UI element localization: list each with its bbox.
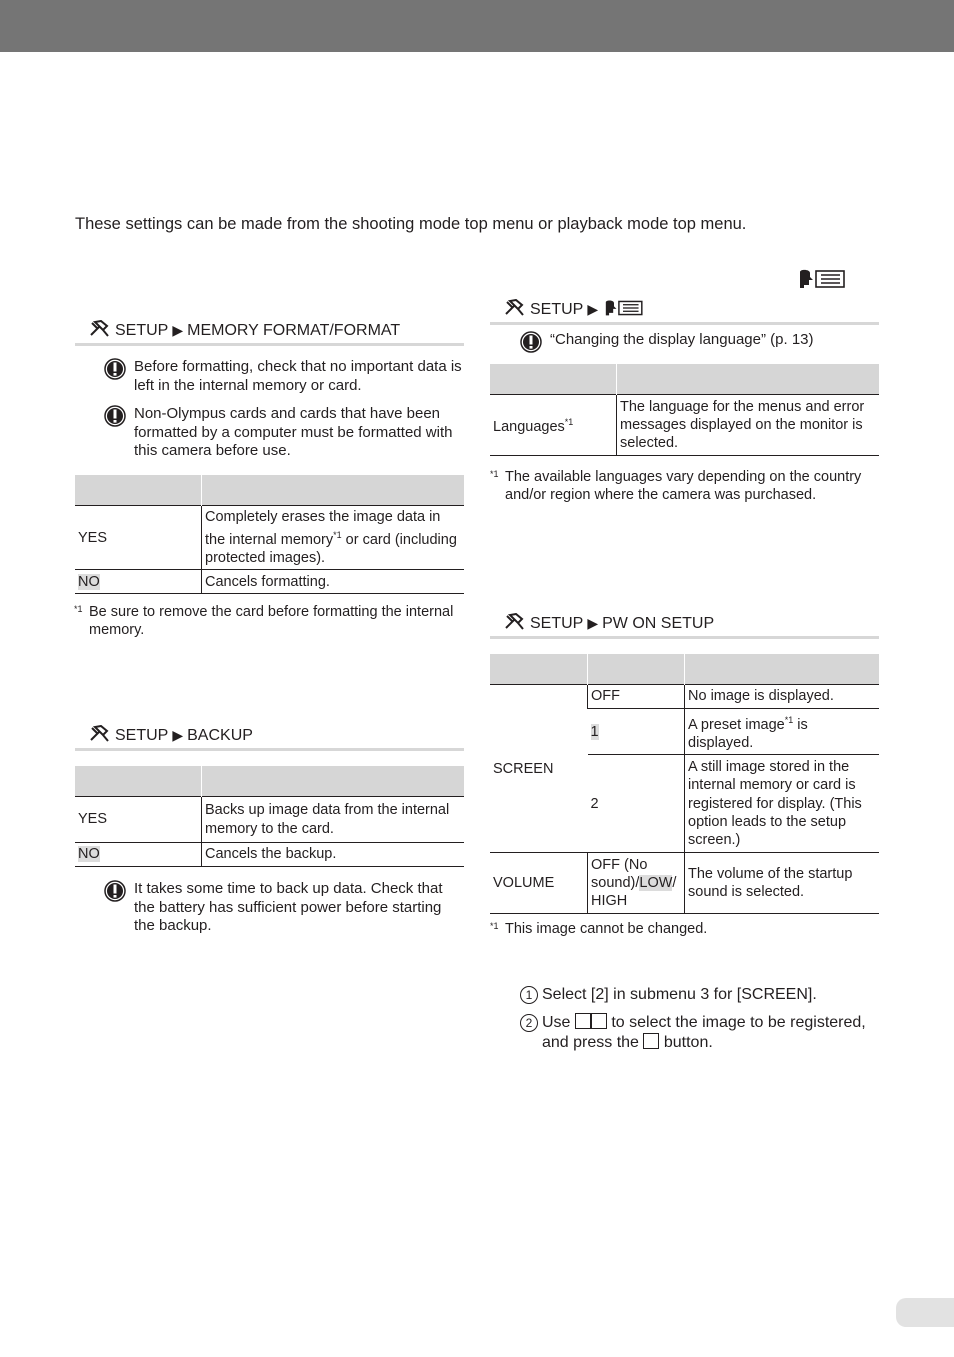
language-heading: SETUP ▶ [490,299,879,321]
table-row: Languages$^{*1}$ The language for the menus and error messages displayed on the monitor is selected. [490,395,879,456]
language-icon [796,268,846,290]
table-row: NO Cancels formatting. [75,570,464,594]
backup-title: BACKUP [187,727,253,744]
backup-heading: SETUP ▶ BACKUP [75,725,464,747]
table-row: SCREEN OFF No image is displayed. [490,685,879,709]
step-2: 2 Use to select the image to be registered, and press the button. [520,1013,880,1053]
format-title: MEMORY FORMAT/FORMAT [187,322,401,339]
table-row: VOLUME OFF (No sound)/LOW/ HIGH The volume of the startup sound is selected. [490,853,879,914]
setup-tool-icon [504,299,526,320]
arrow-right-icon: ▶ [172,322,184,338]
backup-note: It takes some time to back up data. Check that the battery has sufficient power before starting the backup. [104,880,466,936]
setup-tool-icon [89,725,111,746]
caution-icon [104,880,126,902]
arrow-right-icon: ▶ [587,301,599,317]
backup-table [75,766,464,867]
intro-text: These settings can be made from the shooting mode top menu or playback mode top menu. [75,215,747,233]
step-1: 1 Select [2] in submenu 3 for [SCREEN]. [520,985,880,1005]
setup-tool-icon [504,613,526,634]
table-row: NO Cancels the backup. [75,843,464,867]
arrow-right-icon: ▶ [172,727,184,743]
language-footnote: *1 The available languages vary depending on the country and/or region where the camera was purchased. [490,469,862,504]
pwon-table [490,654,879,914]
ok-func-button-icon [643,1033,659,1049]
pwon-title: PW ON SETUP [602,615,715,632]
caution-icon [520,331,542,353]
format-table [75,475,464,594]
format-footnote: *1 Be sure to remove the card before formatting the internal memory. [74,604,454,639]
step-number: 1 [520,986,538,1004]
caution-icon [104,405,126,427]
arrow-right-icon: ▶ [587,615,599,631]
format-note-2: Non-Olympus cards and cards that have been formatted by a computer must be formatted with this camera before use. [104,405,466,461]
table-row: YES Completely erases the image data in the internal memory$^{*1}$ or card (including protected images). [75,506,464,570]
setup-tool-icon [89,320,111,341]
format-note-1: Before formatting, check that no important data is left in the internal memory or card. [104,358,466,395]
table-row: 1 A preset image$^{*1}$ is displayed. [490,709,879,755]
language-table [490,364,879,456]
caution-icon [104,358,126,380]
macro-button-icon [575,1013,591,1029]
table-row: 2 A still image stored in the internal memory or card is registered for display. (This option leads to the setup screen.) [490,755,879,853]
step-number: 2 [520,1014,538,1032]
language-note: “Changing the display language” (p. 13) [520,331,880,350]
page-tab [896,1298,954,1327]
pwon-footnote: *1 This image cannot be changed. [490,921,708,937]
language-icon [602,299,644,317]
setup-label: SETUP [115,322,169,339]
pwon-heading: SETUP ▶ PW ON SETUP [490,613,879,635]
top-banner [0,0,954,52]
table-row: YES Backs up image data from the internal memory to the card. [75,797,464,843]
flash-button-icon [591,1013,607,1029]
format-heading [75,320,464,342]
